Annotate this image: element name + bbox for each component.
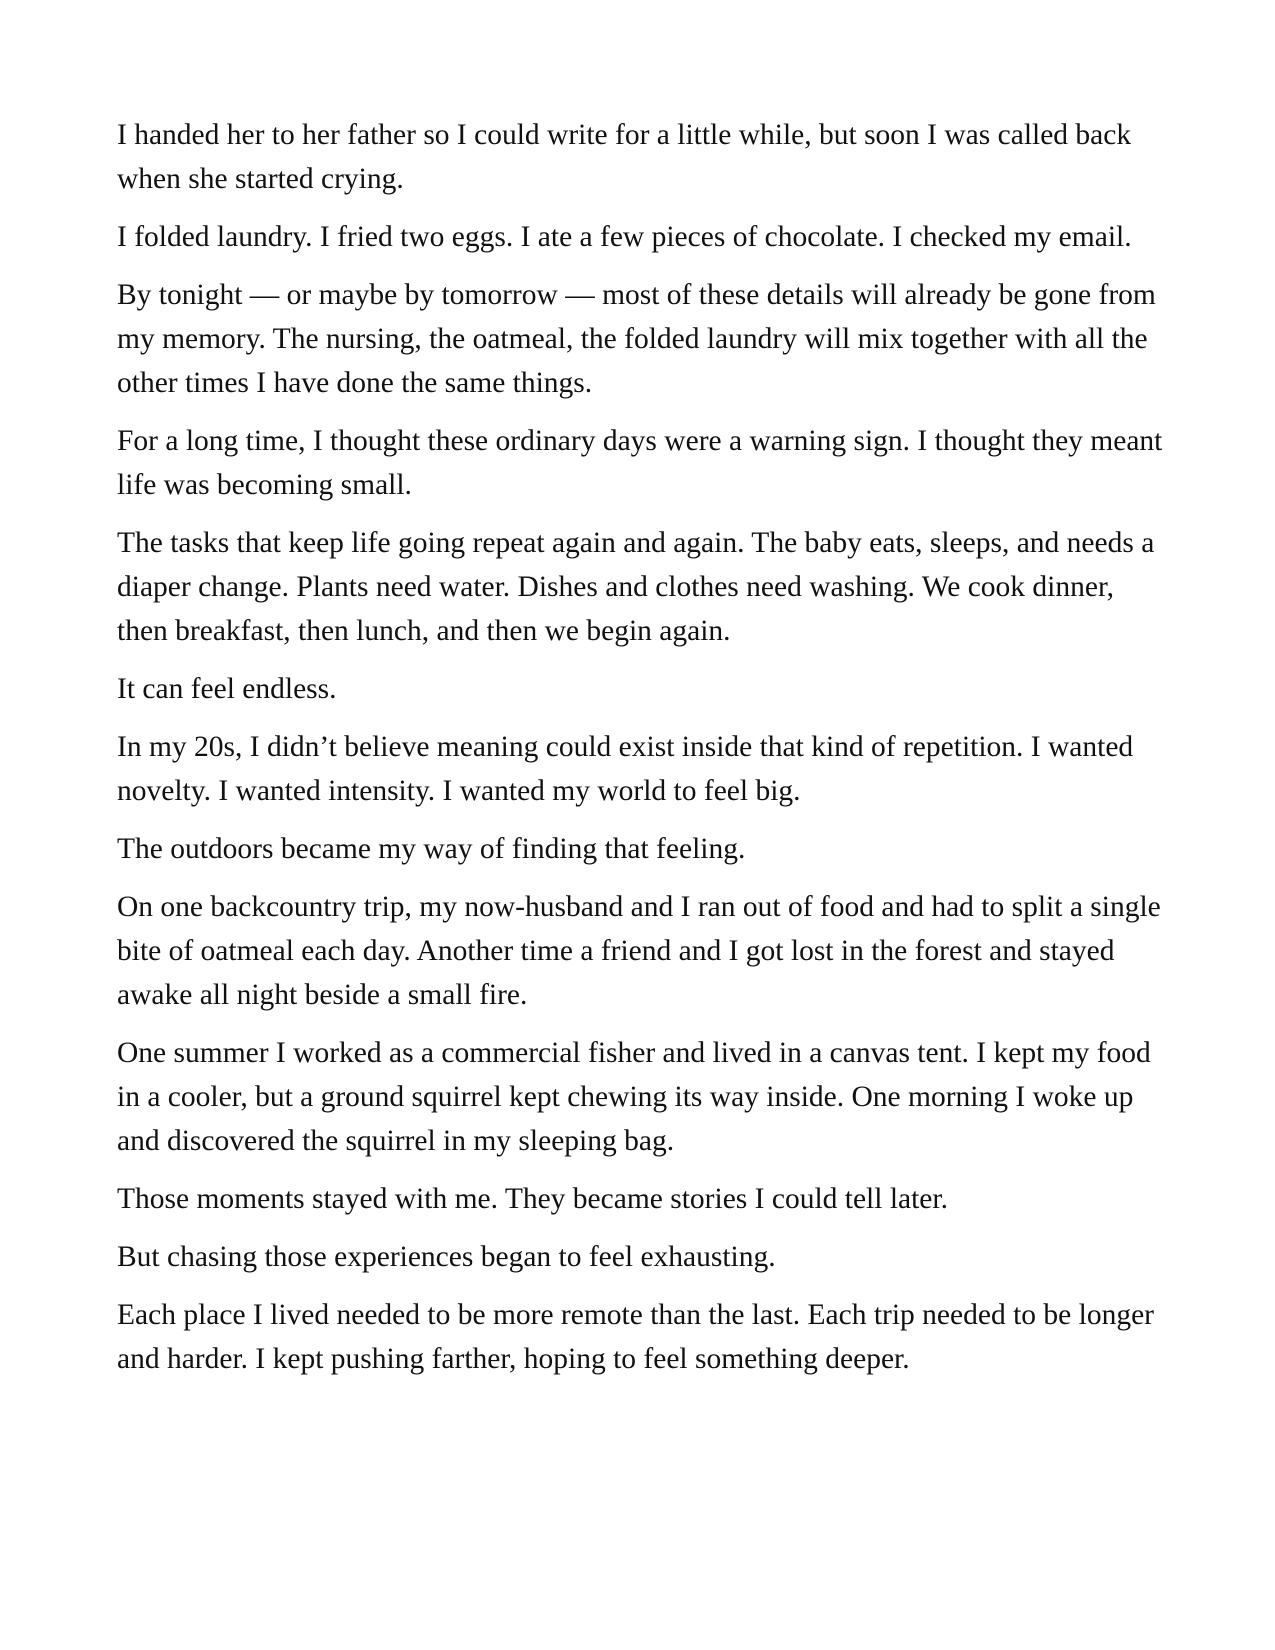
paragraph-7: In my 20s, I didn’t believe meaning could exist inside that kind of repetition. I wanted novelty. I wanted intensity. I wanted my world to feel big. [117, 731, 1134, 807]
paragraph-10: One summer I worked as a commercial fisher and lived in a canvas tent. I kept my food in a cooler, but a ground squirrel kept chewing its way inside. One morning I woke up and discovered the squirrel in my sleeping bag. [117, 1037, 1151, 1157]
document-body [117, 113, 1167, 1395]
paragraph-12: But chasing those experiences began to feel exhausting. [117, 1241, 776, 1273]
paragraph-11: Those moments stayed with me. They became stories I could tell later. [117, 1183, 948, 1215]
paragraph-5: The tasks that keep life going repeat again and again. The baby eats, sleeps, and needs a diaper change. Plants need water. Dishes and clothes need washing. We cook dinner, then breakfast, then lunch, and then we begin again. [117, 527, 1155, 647]
paragraph-4: For a long time, I thought these ordinary days were a warning sign. I thought they meant life was becoming small. [117, 425, 1163, 501]
paragraph-6: It can feel endless. [117, 673, 337, 705]
paragraph-8: The outdoors became my way of finding that feeling. [117, 833, 746, 865]
paragraph-13: Each place I lived needed to be more remote than the last. Each trip needed to be longer and harder. I kept pushing farther, hoping to feel something deeper. [117, 1299, 1154, 1375]
paragraph-9: On one backcountry trip, my now-husband and I ran out of food and had to split a single bite of oatmeal each day. Another time a friend and I got lost in the forest and stayed awake all night beside a small fire. [117, 891, 1161, 1011]
paragraph-1: I handed her to her father so I could write for a little while, but soon I was called back when she started crying. [117, 119, 1132, 195]
paragraph-3: By tonight — or maybe by tomorrow — most of these details will already be gone from my memory. The nursing, the oatmeal, the folded laundry will mix together with all the other times I have done the same things. [117, 279, 1156, 399]
paragraph-2: I folded laundry. I fried two eggs. I ate a few pieces of chocolate. I checked my email. [117, 221, 1132, 253]
